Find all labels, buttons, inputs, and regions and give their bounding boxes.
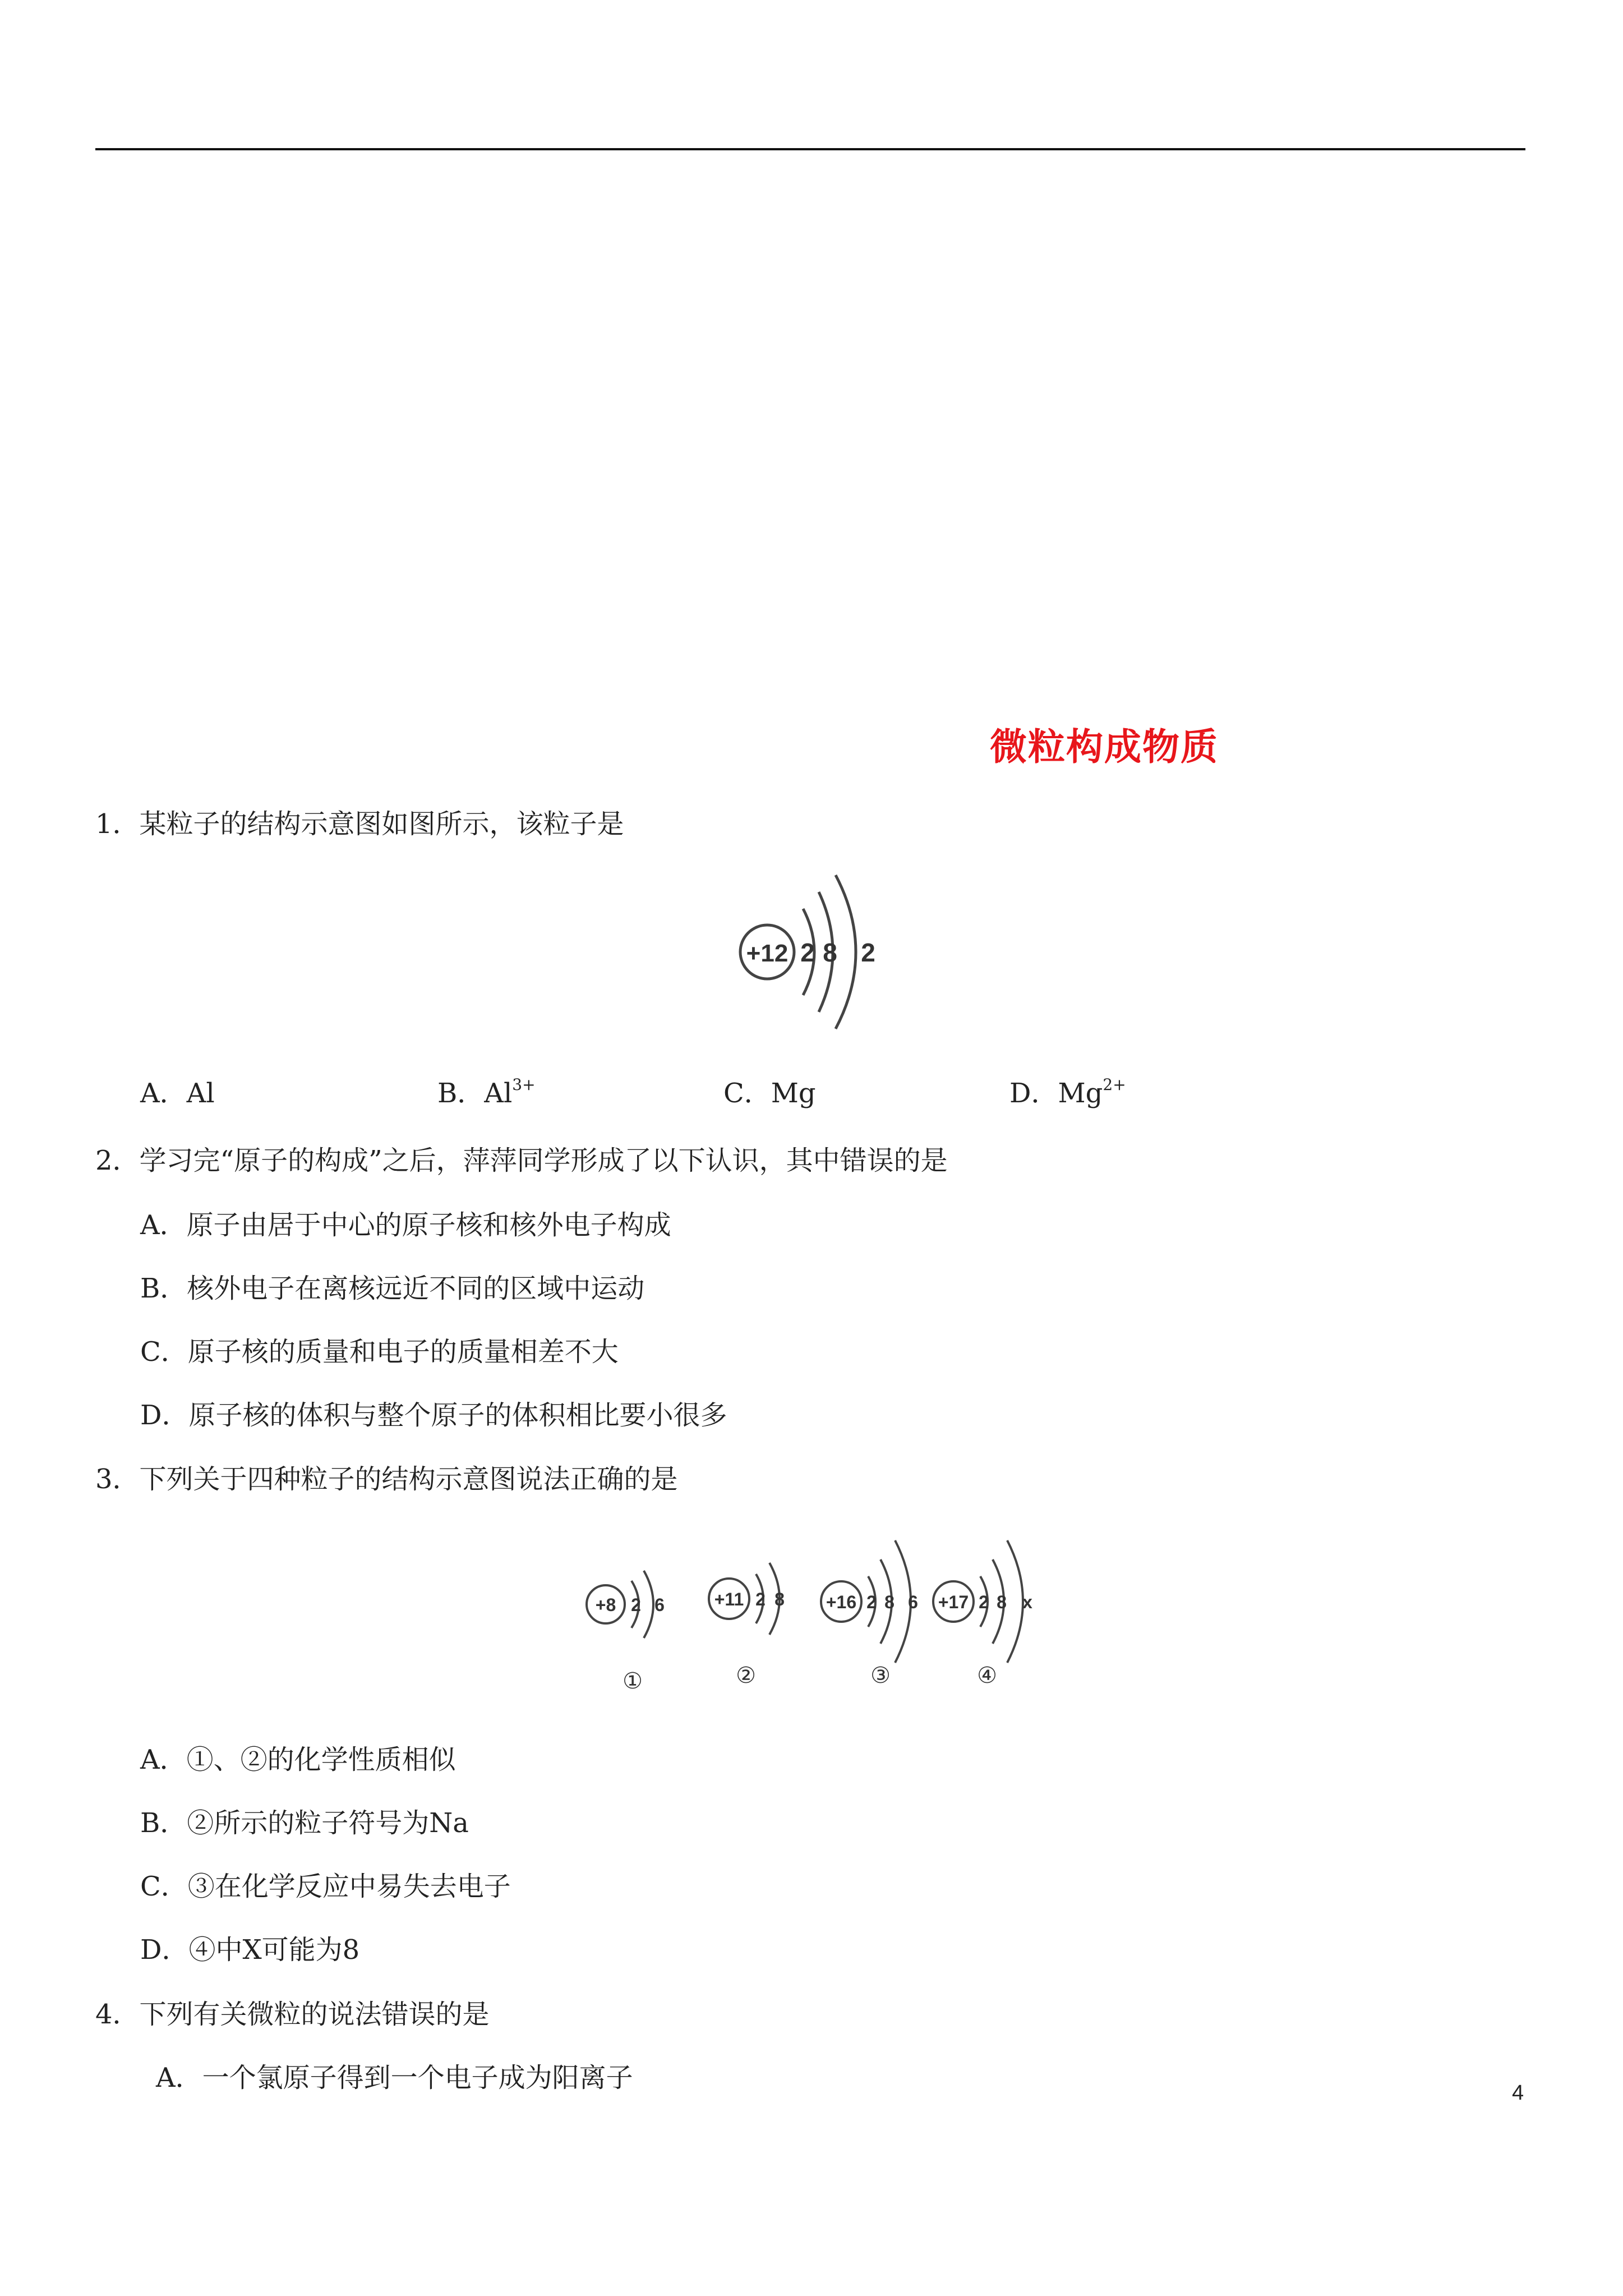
q3-d1-nucleus-label: +8 [595,1595,616,1615]
q3-d1-label: ① [623,1669,643,1694]
q2-option-c[interactable]: C．原子核的质量和电子的质量相差不大 [140,1336,619,1368]
question-3-stem: 3．下列关于四种粒子的结构示意图说法正确的是 [95,1464,678,1495]
q1-option-b-charge: 3+ [512,1075,536,1094]
q3-d4-shell-3 [1007,1540,1023,1663]
q3-option-a[interactable]: A．①、②的化学性质相似 [140,1744,456,1775]
q3-d2-nucleus-label: +11 [714,1589,744,1609]
q3-d3-label: ③ [870,1663,891,1688]
q3-d4-label: ④ [977,1663,997,1688]
question-4-stem: 4．下列有关微粒的说法错误的是 [95,1999,490,2030]
q3-d3-shell-count-2: 8 [884,1592,895,1612]
q3-d4-nucleus-label: +17 [938,1592,969,1612]
q3-option-d[interactable]: D．④中X可能为8 [140,1934,360,1966]
q3-option-c[interactable]: C．③在化学反应中易失去电子 [140,1871,511,1902]
header-rule [95,148,1525,150]
q2-option-a[interactable]: A．原子由居于中心的原子核和核外电子构成 [140,1209,671,1241]
q3-d3-shell-count-3: 6 [908,1592,918,1612]
q3-d2-shell-count-1: 2 [755,1589,766,1609]
q3-d1-shell-count-2: 6 [654,1595,665,1615]
q3-diagram-1 [587,1571,665,1694]
q1-option-a[interactable] [140,1071,215,1110]
q2-option-d[interactable]: D．原子核的体积与整个原子的体积相比要小很多 [140,1400,727,1431]
q1-option-a-text: Al [186,1078,215,1109]
q1-option-d-letter: D． [1009,1078,1058,1109]
q1-shell-count-3: 2 [861,938,875,967]
q3-diagram-3 [821,1540,918,1688]
q1-option-b-text: Al [484,1078,513,1109]
q3-d1-shell-2 [644,1571,653,1638]
q3-d3-shell-count-1: 2 [866,1592,877,1612]
q3-d4-shell-count-1: 2 [979,1592,989,1612]
q1-option-d-text: Mg [1058,1078,1103,1109]
page-title: 微粒构成物质 [990,725,1219,769]
q1-nucleus-label: +12 [746,940,789,967]
q1-option-c[interactable] [723,1071,816,1110]
q1-option-c-text: Mg [771,1078,816,1109]
q3-diagram-2 [709,1563,785,1688]
q1-option-c-letter: C． [723,1078,771,1109]
q1-shell-count-1: 2 [800,938,815,967]
q3-d4-shell-count-2: 8 [997,1592,1007,1612]
q4-option-a[interactable]: A．一个氯原子得到一个电子成为阳离子 [156,2062,633,2093]
q3-d4-shell-count-3: x [1022,1592,1032,1612]
q1-shell-3 [836,875,856,1029]
question-1-stem: 1．某粒子的结构示意图如图所示，该粒子是 [95,808,624,840]
q3-diagram-4 [933,1540,1032,1688]
q1-option-d[interactable] [1009,1071,1126,1110]
q3-option-b[interactable]: B．②所示的粒子符号为Na [140,1807,469,1839]
q1-shell-count-2: 8 [823,938,837,967]
q1-atom-diagram [729,853,897,1049]
q2-option-b[interactable]: B．核外电子在离核远近不同的区域中运动 [140,1273,645,1304]
q3-d1-shell-count-1: 2 [631,1595,641,1615]
q3-atom-diagrams [578,1520,1082,1705]
q1-option-b[interactable] [437,1071,536,1110]
q3-d3-nucleus-label: +16 [826,1592,857,1612]
q1-option-d-charge: 2+ [1103,1075,1126,1094]
q1-option-a-letter: A． [140,1078,187,1109]
q3-d2-label: ② [736,1663,756,1688]
page-number: 4 [1512,2081,1524,2105]
question-2-stem: 2．学习完“原子的构成”之后，萍萍同学形成了以下认识，其中错误的是 [95,1145,948,1176]
q1-option-b-letter: B． [437,1078,485,1109]
q3-d2-shell-count-2: 8 [774,1589,785,1609]
